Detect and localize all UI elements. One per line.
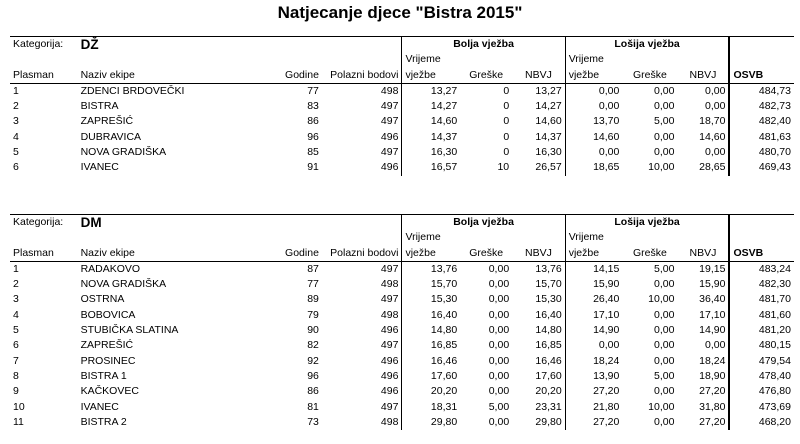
cell-naziv-ekipe: BISTRA: [80, 100, 119, 113]
cell-nbvj-bolja: 14,27: [512, 99, 565, 114]
cell-greske-losija: 10,00: [648, 293, 675, 306]
col-header-greske-losija: Greške: [622, 246, 677, 262]
cell-godine: 77: [307, 84, 319, 97]
cell-polazni-bodovi: 497: [322, 145, 402, 160]
category-label: Kategorija:: [10, 37, 78, 53]
cell-naziv-ekipe: BISTRA 1: [80, 369, 127, 382]
cell-osvb: 481,70: [758, 293, 791, 306]
page-title: Natjecanje djece "Bistra 2015": [277, 3, 523, 22]
cell-greske-bolja: 0: [503, 130, 510, 143]
cell-nbvj-losija: 31,80: [677, 400, 729, 415]
cell-plasman: 5: [13, 146, 19, 159]
cell-godine: 91: [307, 161, 319, 174]
cell-nbvj-losija: 15,90: [677, 277, 729, 292]
cell: [622, 52, 677, 67]
cell-greske-bolja: 0,00: [488, 385, 510, 398]
col-header-plasman: Plasman: [10, 246, 78, 262]
cell-polazni-bodovi: 496: [322, 160, 402, 175]
cell-vrijeme-losija: 14,60: [593, 130, 620, 143]
cell-naziv-ekipe: PROSINEC: [80, 354, 136, 367]
cell-greske-losija: 0,00: [654, 84, 675, 97]
cell-osvb: 480,15: [758, 339, 791, 352]
cell-osvb: 483,24: [758, 262, 791, 275]
cell-plasman: 9: [13, 385, 19, 398]
cell-vrijeme-bolja: 16,57: [430, 161, 458, 174]
table-row: [10, 323, 794, 338]
col-header-nbvj-bolja: NBVJ: [512, 68, 565, 84]
cell-osvb: 480,70: [758, 146, 791, 159]
col-header-naziv-ekipe: Naziv ekipe: [78, 68, 276, 84]
table-row: [10, 308, 794, 323]
cell-greske-losija: 5,00: [654, 369, 675, 382]
cell-vrijeme-losija: 13,70: [593, 115, 620, 128]
col-header-greske-bolja: Greške: [460, 246, 512, 262]
cell-nbvj-losija: 0,00: [677, 145, 729, 160]
better-run-header: Bolja vježba: [402, 215, 565, 231]
cell-vrijeme-losija: 0,00: [598, 146, 620, 159]
column-header-row: [10, 68, 794, 84]
cell-osvb: 469,43: [758, 161, 791, 174]
cell-nbvj-losija: 36,40: [677, 292, 729, 307]
cell-polazni-bodovi: 497: [322, 99, 402, 114]
cell-naziv-ekipe: KAČKOVEC: [80, 385, 139, 398]
cell-naziv-ekipe: STUBIČKA SLATINA: [80, 324, 179, 337]
category-row: [10, 215, 794, 231]
subheader-row: [10, 230, 794, 245]
cell: [677, 52, 729, 67]
cell-greske-losija: 5,00: [654, 262, 675, 275]
col-header-vrijeme-bolja: vježbe: [402, 246, 460, 262]
cell-greske-bolja: 0,00: [488, 308, 510, 321]
cell-greske-bolja: 0,00: [488, 293, 510, 306]
cell-vrijeme-bolja: 13,76: [430, 262, 458, 275]
category-row: [10, 37, 794, 53]
cell-plasman: 7: [13, 354, 19, 367]
cell-plasman: 3: [13, 115, 19, 128]
cell-plasman: 6: [13, 161, 19, 174]
col-header-osvb: OSVB: [729, 246, 794, 262]
cell-greske-losija: 0,00: [654, 100, 675, 113]
cell-polazni-bodovi: 496: [322, 384, 402, 399]
cell-polazni-bodovi: 497: [322, 292, 402, 307]
table-row: [10, 160, 794, 175]
col-header-vrijeme-losija: vježbe: [565, 246, 622, 262]
cell-greske-bolja: 0,00: [488, 354, 510, 367]
vrijeme-label: Vrijeme: [568, 231, 604, 244]
cell: [275, 37, 322, 53]
cell: [322, 37, 402, 53]
cell-polazni-bodovi: 498: [322, 83, 402, 99]
cell-vrijeme-losija: 14,90: [593, 324, 620, 337]
col-header-osvb: OSVB: [729, 68, 794, 84]
cell-vrijeme-bolja: 15,70: [430, 278, 458, 291]
cell-vrijeme-losija: 0,00: [598, 84, 620, 97]
cell-greske-losija: 0,00: [654, 324, 675, 337]
cell-osvb: 481,63: [758, 130, 791, 143]
cell-nbvj-bolja: 13,27: [512, 83, 565, 99]
cell: [729, 215, 794, 231]
cell-osvb: 482,40: [758, 115, 791, 128]
cell-naziv-ekipe: RADAKOVO: [80, 262, 141, 275]
cell-vrijeme-losija: 14,15: [593, 262, 620, 275]
cell-plasman: 8: [13, 369, 19, 382]
table-row: [10, 400, 794, 415]
table-row: [10, 277, 794, 292]
cell-polazni-bodovi: 497: [322, 338, 402, 353]
table-row: [10, 338, 794, 353]
cell-greske-losija: 10,00: [648, 400, 675, 413]
cell-naziv-ekipe: DUBRAVICA: [80, 130, 142, 143]
cell-naziv-ekipe: OSTRNA: [80, 293, 125, 306]
cell-nbvj-bolja: 16,30: [512, 145, 565, 160]
cell-vrijeme-losija: 17,10: [593, 308, 620, 321]
cell-greske-bolja: 0,00: [488, 262, 510, 275]
cell-polazni-bodovi: 496: [322, 369, 402, 384]
vrijeme-label: Vrijeme: [405, 231, 441, 244]
cell-nbvj-losija: 14,90: [677, 323, 729, 338]
better-run-header: Bolja vježba: [402, 37, 565, 53]
cell-polazni-bodovi: 497: [322, 400, 402, 415]
cell-greske-bolja: 5,00: [488, 400, 510, 413]
cell-godine: 90: [307, 324, 319, 337]
col-header-nbvj-losija: NBVJ: [677, 246, 729, 262]
cell-nbvj-bolja: 29,80: [512, 415, 565, 430]
cell-godine: 89: [307, 293, 319, 306]
cell-vrijeme-bolja: 14,80: [430, 324, 458, 337]
cell-naziv-ekipe: IVANEC: [80, 400, 119, 413]
table-row: [10, 384, 794, 399]
cell: [322, 230, 402, 245]
cell-vrijeme-losija: 0,00: [598, 100, 620, 113]
cell-greske-losija: 0,00: [654, 308, 675, 321]
cell-greske-bolja: 0,00: [488, 339, 510, 352]
col-header-polazni-bodovi: Polazni bodovi: [322, 68, 402, 84]
table-row: [10, 261, 794, 277]
cell-nbvj-bolja: 14,60: [512, 114, 565, 129]
cell-nbvj-bolja: 15,30: [512, 292, 565, 307]
cell-osvb: 484,73: [758, 84, 791, 97]
cell-plasman: 11: [13, 415, 24, 428]
cell-godine: 85: [307, 146, 319, 159]
cell-nbvj-bolja: 20,20: [512, 384, 565, 399]
cell: [677, 230, 729, 245]
col-header-godine: Godine: [275, 246, 322, 262]
cell-nbvj-bolja: 17,60: [512, 369, 565, 384]
cell: [729, 37, 794, 53]
cell: [275, 230, 322, 245]
cell-greske-losija: 0,00: [654, 146, 675, 159]
cell: [275, 52, 322, 67]
cell-nbvj-losija: 28,65: [677, 160, 729, 175]
cell-nbvj-bolja: 26,57: [512, 160, 565, 175]
col-header-plasman: Plasman: [10, 68, 78, 84]
cell-godine: 92: [307, 354, 319, 367]
table-row: [10, 369, 794, 384]
category-label: Kategorija:: [10, 215, 78, 231]
cell-greske-losija: 5,00: [654, 115, 675, 128]
cell-vrijeme-losija: 21,80: [593, 400, 620, 413]
table-row: [10, 99, 794, 114]
cell-vrijeme-bolja: 15,30: [430, 293, 458, 306]
cell-plasman: 4: [13, 308, 19, 321]
cell-vrijeme-losija: 27,20: [593, 415, 620, 428]
cell: [10, 230, 78, 245]
cell-greske-bolja: 0: [503, 84, 510, 97]
cell-vrijeme-bolja: 16,40: [430, 308, 458, 321]
cell-godine: 96: [307, 369, 319, 382]
cell-naziv-ekipe: NOVA GRADIŠKA: [80, 278, 167, 291]
cell-greske-losija: 10,00: [648, 161, 675, 174]
col-header-vrijeme-bolja: vježbe: [402, 68, 460, 84]
cell-plasman: 1: [13, 84, 19, 97]
cell-vrijeme-losija: 13,90: [593, 369, 620, 382]
cell-polazni-bodovi: 497: [322, 261, 402, 277]
vrijeme-label: Vrijeme: [568, 53, 604, 66]
cell-greske-losija: 0,00: [654, 339, 675, 352]
cell-greske-bolja: 10: [497, 161, 510, 174]
cell-godine: 83: [307, 100, 319, 113]
results-table-dm: [10, 214, 794, 430]
cell-greske-losija: 0,00: [654, 354, 675, 367]
cell-godine: 82: [307, 339, 319, 352]
cell-nbvj-bolja: 23,31: [512, 400, 565, 415]
cell-polazni-bodovi: 498: [322, 308, 402, 323]
cell-nbvj-losija: 27,20: [677, 384, 729, 399]
cell-godine: 81: [307, 400, 319, 413]
col-header-greske-losija: Greške: [622, 68, 677, 84]
cell: [322, 52, 402, 67]
cell: [622, 230, 677, 245]
cell-plasman: 2: [13, 100, 19, 113]
cell-naziv-ekipe: BOBOVICA: [80, 308, 136, 321]
cell: [275, 215, 322, 231]
cell-plasman: 1: [13, 262, 19, 275]
cell-nbvj-losija: 17,10: [677, 308, 729, 323]
cell-nbvj-bolja: 15,70: [512, 277, 565, 292]
cell-naziv-ekipe: NOVA GRADIŠKA: [80, 146, 167, 159]
cell-greske-bolja: 0: [503, 100, 510, 113]
col-header-nbvj-bolja: NBVJ: [512, 246, 565, 262]
cell-godine: 86: [307, 385, 319, 398]
cell-nbvj-losija: 0,00: [677, 99, 729, 114]
cell-polazni-bodovi: 496: [322, 323, 402, 338]
cell: [729, 52, 794, 67]
cell-vrijeme-bolja: 16,46: [430, 354, 458, 367]
cell-nbvj-bolja: 14,37: [512, 130, 565, 145]
cell-osvb: 479,54: [758, 354, 791, 367]
cell-nbvj-losija: 0,00: [677, 83, 729, 99]
cell-vrijeme-bolja: 29,80: [430, 415, 458, 428]
cell: [78, 230, 276, 245]
cell-vrijeme-bolja: 14,27: [430, 100, 458, 113]
col-header-godine: Godine: [275, 68, 322, 84]
cell-plasman: 2: [13, 278, 19, 291]
cell-vrijeme-losija: 15,90: [593, 278, 620, 291]
cell-naziv-ekipe: ZDENCI BRDOVEČKI: [80, 84, 185, 97]
table-row: [10, 114, 794, 129]
table-row: [10, 83, 794, 99]
cell-nbvj-losija: 19,15: [677, 261, 729, 277]
cell-polazni-bodovi: 497: [322, 114, 402, 129]
cell-greske-bolja: 0,00: [488, 324, 510, 337]
cell-vrijeme-bolja: 17,60: [430, 369, 458, 382]
cell-vrijeme-bolja: 16,30: [430, 146, 458, 159]
cell: [512, 230, 565, 245]
column-header-row: [10, 246, 794, 262]
worse-run-header: Lošija vježba: [565, 37, 729, 53]
cell-vrijeme-losija: 18,24: [593, 354, 620, 367]
cell-godine: 73: [307, 415, 319, 428]
cell-greske-bolja: 0: [503, 146, 510, 159]
cell: [78, 52, 276, 67]
cell-nbvj-losija: 0,00: [677, 338, 729, 353]
cell-naziv-ekipe: ZAPREŠIĆ: [80, 339, 134, 352]
cell-vrijeme-bolja: 14,60: [430, 115, 458, 128]
cell-vrijeme-losija: 0,00: [598, 339, 620, 352]
cell-vrijeme-bolja: 13,27: [430, 84, 458, 97]
cell: [729, 230, 794, 245]
cell-nbvj-losija: 18,24: [677, 354, 729, 369]
cell: [460, 230, 512, 245]
cell-godine: 86: [307, 115, 319, 128]
worse-run-header: Lošija vježba: [565, 215, 729, 231]
cell-polazni-bodovi: 496: [322, 130, 402, 145]
cell-nbvj-losija: 18,90: [677, 369, 729, 384]
cell-godine: 96: [307, 130, 319, 143]
table-row: [10, 415, 794, 430]
cell-plasman: 6: [13, 339, 19, 352]
cell: [512, 52, 565, 67]
cell-nbvj-bolja: 16,40: [512, 308, 565, 323]
cell-vrijeme-losija: 18,65: [593, 161, 620, 174]
cell-polazni-bodovi: 498: [322, 415, 402, 430]
cell-naziv-ekipe: IVANEC: [80, 161, 119, 174]
col-header-vrijeme-losija: vježbe: [565, 68, 622, 84]
cell-nbvj-bolja: 16,85: [512, 338, 565, 353]
table-row: [10, 354, 794, 369]
cell-godine: 79: [307, 308, 319, 321]
cell-nbvj-losija: 18,70: [677, 114, 729, 129]
cell-osvb: 481,60: [758, 308, 791, 321]
cell-polazni-bodovi: 496: [322, 354, 402, 369]
cell-greske-losija: 0,00: [654, 278, 675, 291]
cell: [322, 215, 402, 231]
category-value: DŽ: [78, 37, 276, 53]
cell-vrijeme-bolja: 16,85: [430, 339, 458, 352]
vrijeme-label: Vrijeme: [405, 53, 441, 66]
cell-osvb: 481,20: [758, 324, 791, 337]
cell-greske-bolja: 0,00: [488, 278, 510, 291]
cell-osvb: 476,80: [758, 385, 791, 398]
cell-greske-losija: 0,00: [654, 130, 675, 143]
cell-godine: 77: [307, 278, 319, 291]
cell-greske-losija: 0,00: [654, 415, 675, 428]
cell-plasman: 4: [13, 130, 19, 143]
category-value: DM: [78, 215, 276, 231]
cell-vrijeme-losija: 27,20: [593, 385, 620, 398]
cell-greske-losija: 0,00: [654, 385, 675, 398]
cell: [10, 52, 78, 67]
cell-nbvj-losija: 14,60: [677, 130, 729, 145]
cell-nbvj-bolja: 14,80: [512, 323, 565, 338]
cell-polazni-bodovi: 498: [322, 277, 402, 292]
cell-godine: 87: [307, 262, 319, 275]
cell-osvb: 482,30: [758, 278, 791, 291]
col-header-nbvj-losija: NBVJ: [677, 68, 729, 84]
table-row: [10, 145, 794, 160]
cell-osvb: 468,20: [758, 415, 791, 428]
cell-osvb: 478,40: [758, 369, 791, 382]
cell-vrijeme-losija: 26,40: [593, 293, 620, 306]
cell-nbvj-losija: 27,20: [677, 415, 729, 430]
results-table-dz: [10, 36, 794, 176]
cell-plasman: 5: [13, 324, 19, 337]
col-header-greske-bolja: Greške: [460, 68, 512, 84]
cell-naziv-ekipe: BISTRA 2: [80, 415, 127, 428]
col-header-naziv-ekipe: Naziv ekipe: [78, 246, 276, 262]
cell-nbvj-bolja: 16,46: [512, 354, 565, 369]
cell-osvb: 473,69: [758, 400, 791, 413]
cell-vrijeme-bolja: 20,20: [430, 385, 458, 398]
subheader-row: [10, 52, 794, 67]
cell-osvb: 482,73: [758, 100, 791, 113]
cell-plasman: 3: [13, 293, 19, 306]
cell: [460, 52, 512, 67]
cell-greske-bolja: 0,00: [488, 415, 510, 428]
cell-vrijeme-bolja: 14,37: [430, 130, 458, 143]
table-row: [10, 292, 794, 307]
cell-greske-bolja: 0: [503, 115, 510, 128]
cell-nbvj-bolja: 13,76: [512, 261, 565, 277]
cell-naziv-ekipe: ZAPREŠIĆ: [80, 115, 134, 128]
cell-greske-bolja: 0,00: [488, 369, 510, 382]
cell-plasman: 10: [13, 400, 25, 413]
table-row: [10, 130, 794, 145]
cell-vrijeme-bolja: 18,31: [430, 400, 458, 413]
col-header-polazni-bodovi: Polazni bodovi: [322, 246, 402, 262]
